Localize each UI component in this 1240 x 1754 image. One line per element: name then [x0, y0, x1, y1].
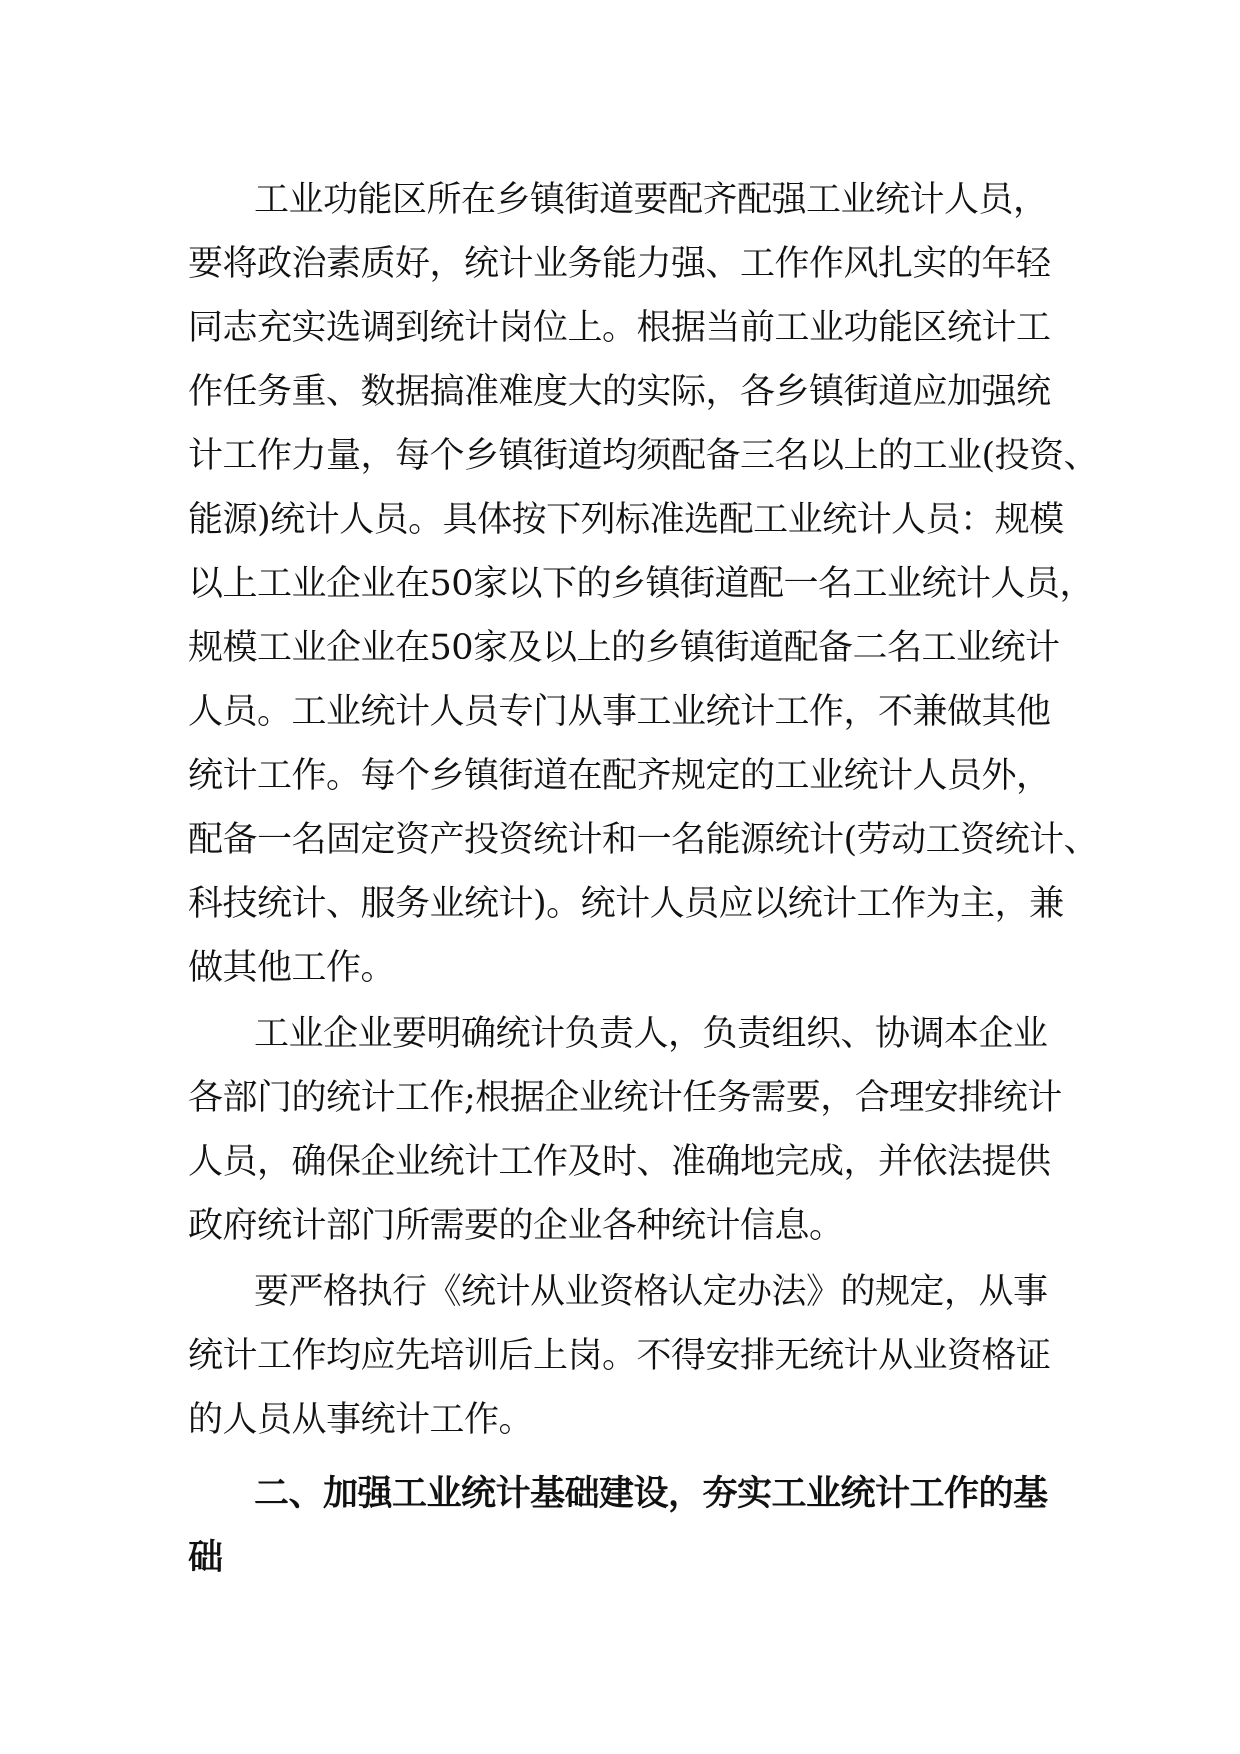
text-line: 工业功能区所在乡镇街道要配齐配强工业统计人员， — [254, 180, 1048, 220]
text-line: 同志充实选调到统计岗位上。根据当前工业功能区统计工 — [188, 308, 1051, 348]
section-heading — [188, 1462, 1068, 1590]
text-line: 要严格执行《统计从业资格认定办法》的规定，从事 — [254, 1272, 1048, 1312]
text-line: 以上工业企业在50家以下的乡镇街道配一名工业统计人员， — [188, 564, 1095, 604]
paragraph-qualification — [188, 1260, 1068, 1452]
document-body — [188, 168, 1099, 1590]
text-line: 各部门的统计工作;根据企业统计任务需要，合理安排统计 — [188, 1078, 1062, 1118]
heading-line: 础 — [188, 1538, 223, 1578]
text-line: 的人员从事统计工作。 — [188, 1400, 534, 1440]
paragraph-staffing — [188, 168, 1099, 1000]
heading-line: 二、加强工业统计基础建设，夯实工业统计工作的基 — [254, 1474, 1048, 1514]
text-line: 人员。工业统计人员专门从事工业统计工作，不兼做其他 — [188, 692, 1051, 732]
text-line: 统计工作。每个乡镇街道在配齐规定的工业统计人员外， — [188, 756, 1051, 796]
text-line: 工业企业要明确统计负责人，负责组织、协调本企业 — [254, 1014, 1048, 1054]
text-line: 作任务重、数据搞准难度大的实际，各乡镇街道应加强统 — [188, 372, 1051, 412]
text-line: 人员，确保企业统计工作及时、准确地完成，并依法提供 — [188, 1142, 1051, 1182]
paragraph-enterprise — [188, 1002, 1068, 1258]
text-line: 计工作力量，每个乡镇街道均须配备三名以上的工业(投资、 — [188, 436, 1099, 476]
text-line: 能源)统计人员。具体按下列标准选配工业统计人员：规模 — [188, 500, 1064, 540]
text-line: 做其他工作。 — [188, 948, 396, 988]
text-line: 规模工业企业在50家及以上的乡镇街道配备二名工业统计 — [188, 628, 1060, 668]
text-line: 要将政治素质好，统计业务能力强、工作作风扎实的年轻 — [188, 244, 1051, 284]
text-line: 科技统计、服务业统计)。统计人员应以统计工作为主，兼 — [188, 884, 1064, 924]
text-line: 政府统计部门所需要的企业各种统计信息。 — [188, 1206, 844, 1246]
text-line: 配备一名固定资产投资统计和一名能源统计(劳动工资统计、 — [188, 820, 1099, 860]
text-line: 统计工作均应先培训后上岗。不得安排无统计从业资格证 — [188, 1336, 1051, 1376]
